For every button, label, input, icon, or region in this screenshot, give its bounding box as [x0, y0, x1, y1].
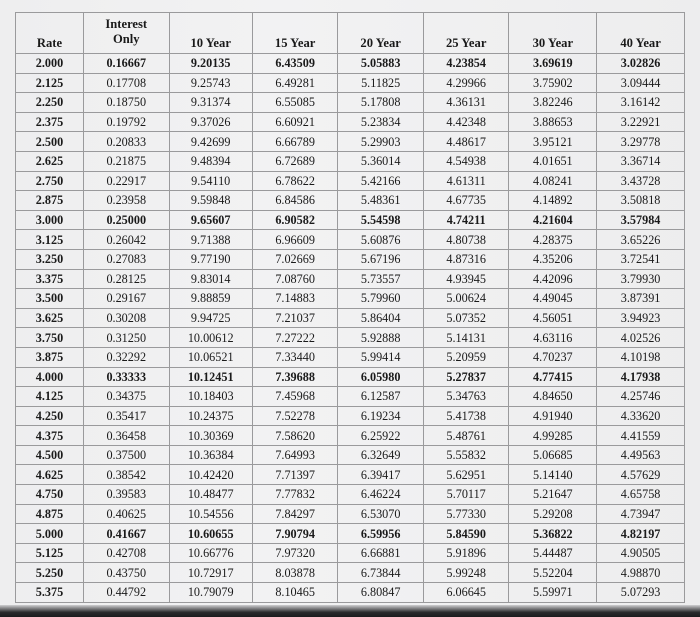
- cell-20-year: 6.46224: [338, 485, 424, 505]
- cell-30-year: 4.28375: [509, 230, 597, 250]
- cell-interest-only: 0.36458: [83, 426, 169, 446]
- cell-15-year: 6.78622: [252, 171, 338, 191]
- cell-25-year: 5.77330: [423, 504, 509, 524]
- cell-15-year: 7.64993: [252, 445, 338, 465]
- cell-15-year: 7.71397: [252, 465, 338, 485]
- cell-10-year: 10.06521: [169, 347, 252, 367]
- cell-10-year: 9.20135: [169, 54, 252, 74]
- table-row: [16, 445, 685, 465]
- cell-40-year: 4.25746: [597, 387, 685, 407]
- cell-rate: 4.750: [16, 485, 84, 505]
- cell-15-year: 7.77832: [252, 485, 338, 505]
- cell-30-year: 4.84650: [509, 387, 597, 407]
- cell-rate: 4.625: [16, 465, 84, 485]
- cell-15-year: 6.55085: [252, 93, 338, 113]
- cell-25-year: 4.42348: [423, 112, 509, 132]
- cell-20-year: 5.79960: [338, 289, 424, 309]
- table-row: [16, 132, 685, 152]
- cell-20-year: 5.17808: [338, 93, 424, 113]
- cell-15-year: 7.84297: [252, 504, 338, 524]
- table-row: [16, 524, 685, 544]
- cell-rate: 3.500: [16, 289, 84, 309]
- cell-interest-only: 0.32292: [83, 347, 169, 367]
- table-row: [16, 210, 685, 230]
- cell-40-year: 4.90505: [597, 543, 685, 563]
- cell-40-year: 3.94923: [597, 308, 685, 328]
- cell-20-year: 6.25922: [338, 426, 424, 446]
- cell-10-year: 10.30369: [169, 426, 252, 446]
- table-row: [16, 367, 685, 387]
- cell-20-year: 6.32649: [338, 445, 424, 465]
- cell-10-year: 9.37026: [169, 112, 252, 132]
- cell-interest-only: 0.31250: [83, 328, 169, 348]
- cell-30-year: 4.42096: [509, 269, 597, 289]
- table-row: [16, 93, 685, 113]
- cell-interest-only: 0.16667: [83, 54, 169, 74]
- cell-25-year: 6.06645: [423, 583, 509, 603]
- cell-25-year: 4.36131: [423, 93, 509, 113]
- cell-15-year: 7.14883: [252, 289, 338, 309]
- cell-15-year: 7.08760: [252, 269, 338, 289]
- header-rate: Rate: [16, 13, 84, 54]
- cell-rate: 3.000: [16, 210, 84, 230]
- cell-rate: 4.875: [16, 504, 84, 524]
- cell-15-year: 6.84586: [252, 191, 338, 211]
- cell-rate: 3.750: [16, 328, 84, 348]
- cell-25-year: 5.62951: [423, 465, 509, 485]
- cell-15-year: 6.72689: [252, 151, 338, 171]
- cell-10-year: 10.42420: [169, 465, 252, 485]
- cell-interest-only: 0.41667: [83, 524, 169, 544]
- cell-30-year: 4.63116: [509, 328, 597, 348]
- cell-30-year: 5.36822: [509, 524, 597, 544]
- table-row: [16, 191, 685, 211]
- cell-20-year: 6.19234: [338, 406, 424, 426]
- cell-interest-only: 0.27083: [83, 249, 169, 269]
- cell-15-year: 7.90794: [252, 524, 338, 544]
- cell-15-year: 7.33440: [252, 347, 338, 367]
- table-row: [16, 426, 685, 446]
- cell-30-year: 4.49045: [509, 289, 597, 309]
- cell-10-year: 10.12451: [169, 367, 252, 387]
- cell-20-year: 6.39417: [338, 465, 424, 485]
- cell-15-year: 8.03878: [252, 563, 338, 583]
- cell-rate: 4.500: [16, 445, 84, 465]
- table-row: [16, 112, 685, 132]
- cell-interest-only: 0.37500: [83, 445, 169, 465]
- cell-40-year: 4.17938: [597, 367, 685, 387]
- cell-25-year: 5.70117: [423, 485, 509, 505]
- table-row: [16, 171, 685, 191]
- cell-interest-only: 0.44792: [83, 583, 169, 603]
- cell-10-year: 9.54110: [169, 171, 252, 191]
- table-row: [16, 543, 685, 563]
- cell-30-year: 5.29208: [509, 504, 597, 524]
- cell-25-year: 4.54938: [423, 151, 509, 171]
- cell-15-year: 7.27222: [252, 328, 338, 348]
- cell-rate: 3.125: [16, 230, 84, 250]
- cell-40-year: 4.73947: [597, 504, 685, 524]
- cell-10-year: 10.60655: [169, 524, 252, 544]
- cell-10-year: 10.00612: [169, 328, 252, 348]
- cell-interest-only: 0.38542: [83, 465, 169, 485]
- cell-25-year: 5.99248: [423, 563, 509, 583]
- cell-25-year: 4.29966: [423, 73, 509, 93]
- table-row: [16, 504, 685, 524]
- table-row: [16, 387, 685, 407]
- cell-40-year: 4.65758: [597, 485, 685, 505]
- cell-interest-only: 0.29167: [83, 289, 169, 309]
- cell-30-year: 4.14892: [509, 191, 597, 211]
- cell-30-year: 4.77415: [509, 367, 597, 387]
- cell-30-year: 3.88653: [509, 112, 597, 132]
- cell-40-year: 4.82197: [597, 524, 685, 544]
- table-row: [16, 230, 685, 250]
- cell-interest-only: 0.18750: [83, 93, 169, 113]
- cell-10-year: 9.48394: [169, 151, 252, 171]
- cell-30-year: 4.91940: [509, 406, 597, 426]
- cell-15-year: 7.97320: [252, 543, 338, 563]
- table-header: [16, 13, 685, 54]
- table-row: [16, 583, 685, 603]
- cell-interest-only: 0.25000: [83, 210, 169, 230]
- cell-interest-only: 0.42708: [83, 543, 169, 563]
- cell-40-year: 3.50818: [597, 191, 685, 211]
- header-40-year: 40 Year: [597, 13, 685, 54]
- cell-20-year: 5.73557: [338, 269, 424, 289]
- cell-25-year: 4.80738: [423, 230, 509, 250]
- cell-20-year: 5.11825: [338, 73, 424, 93]
- cell-25-year: 5.55832: [423, 445, 509, 465]
- cell-rate: 2.875: [16, 191, 84, 211]
- cell-15-year: 7.58620: [252, 426, 338, 446]
- cell-20-year: 5.99414: [338, 347, 424, 367]
- cell-interest-only: 0.28125: [83, 269, 169, 289]
- cell-30-year: 4.99285: [509, 426, 597, 446]
- cell-30-year: 3.75902: [509, 73, 597, 93]
- cell-30-year: 5.14140: [509, 465, 597, 485]
- cell-10-year: 9.88859: [169, 289, 252, 309]
- cell-interest-only: 0.40625: [83, 504, 169, 524]
- cell-25-year: 4.48617: [423, 132, 509, 152]
- cell-interest-only: 0.17708: [83, 73, 169, 93]
- cell-30-year: 3.69619: [509, 54, 597, 74]
- cell-rate: 2.250: [16, 93, 84, 113]
- cell-40-year: 3.29778: [597, 132, 685, 152]
- cell-40-year: 4.98870: [597, 563, 685, 583]
- cell-25-year: 4.74211: [423, 210, 509, 230]
- cell-25-year: 5.91896: [423, 543, 509, 563]
- table-row: [16, 73, 685, 93]
- cell-10-year: 9.65607: [169, 210, 252, 230]
- cell-interest-only: 0.33333: [83, 367, 169, 387]
- cell-10-year: 10.54556: [169, 504, 252, 524]
- cell-15-year: 6.49281: [252, 73, 338, 93]
- cell-30-year: 4.08241: [509, 171, 597, 191]
- cell-30-year: 5.21647: [509, 485, 597, 505]
- cell-rate: 4.250: [16, 406, 84, 426]
- photo-bottom-edge: [0, 605, 700, 617]
- cell-30-year: 3.95121: [509, 132, 597, 152]
- cell-40-year: 4.02526: [597, 328, 685, 348]
- cell-rate: 3.375: [16, 269, 84, 289]
- cell-25-year: 5.48761: [423, 426, 509, 446]
- cell-25-year: 5.14131: [423, 328, 509, 348]
- cell-40-year: 3.79930: [597, 269, 685, 289]
- cell-20-year: 5.86404: [338, 308, 424, 328]
- cell-30-year: 5.59971: [509, 583, 597, 603]
- table-row: [16, 465, 685, 485]
- cell-10-year: 10.72917: [169, 563, 252, 583]
- table-row: [16, 485, 685, 505]
- cell-15-year: 7.52278: [252, 406, 338, 426]
- cell-25-year: 5.84590: [423, 524, 509, 544]
- cell-30-year: 5.44487: [509, 543, 597, 563]
- header-25-year: 25 Year: [423, 13, 509, 54]
- table-row: [16, 269, 685, 289]
- cell-40-year: 4.57629: [597, 465, 685, 485]
- cell-20-year: 6.66881: [338, 543, 424, 563]
- table-row: [16, 563, 685, 583]
- cell-interest-only: 0.34375: [83, 387, 169, 407]
- cell-interest-only: 0.30208: [83, 308, 169, 328]
- cell-25-year: 4.61311: [423, 171, 509, 191]
- cell-rate: 3.250: [16, 249, 84, 269]
- cell-15-year: 6.43509: [252, 54, 338, 74]
- cell-30-year: 5.06685: [509, 445, 597, 465]
- cell-10-year: 9.94725: [169, 308, 252, 328]
- cell-25-year: 4.87316: [423, 249, 509, 269]
- cell-30-year: 4.35206: [509, 249, 597, 269]
- cell-10-year: 10.66776: [169, 543, 252, 563]
- cell-rate: 2.750: [16, 171, 84, 191]
- cell-40-year: 4.33620: [597, 406, 685, 426]
- table-row: [16, 308, 685, 328]
- cell-25-year: 4.23854: [423, 54, 509, 74]
- cell-20-year: 5.48361: [338, 191, 424, 211]
- cell-rate: 2.125: [16, 73, 84, 93]
- cell-rate: 5.000: [16, 524, 84, 544]
- cell-10-year: 9.77190: [169, 249, 252, 269]
- cell-10-year: 9.59848: [169, 191, 252, 211]
- cell-rate: 3.625: [16, 308, 84, 328]
- cell-20-year: 6.53070: [338, 504, 424, 524]
- cell-25-year: 5.20959: [423, 347, 509, 367]
- cell-20-year: 5.36014: [338, 151, 424, 171]
- cell-30-year: 4.56051: [509, 308, 597, 328]
- cell-rate: 2.375: [16, 112, 84, 132]
- cell-20-year: 6.12587: [338, 387, 424, 407]
- cell-15-year: 6.90582: [252, 210, 338, 230]
- cell-30-year: 4.70237: [509, 347, 597, 367]
- cell-20-year: 6.59956: [338, 524, 424, 544]
- cell-rate: 2.000: [16, 54, 84, 74]
- cell-10-year: 9.31374: [169, 93, 252, 113]
- cell-40-year: 4.41559: [597, 426, 685, 446]
- cell-20-year: 6.05980: [338, 367, 424, 387]
- cell-40-year: 3.22921: [597, 112, 685, 132]
- cell-40-year: 3.57984: [597, 210, 685, 230]
- cell-10-year: 9.71388: [169, 230, 252, 250]
- cell-15-year: 7.39688: [252, 367, 338, 387]
- header-15-year: 15 Year: [252, 13, 338, 54]
- cell-rate: 5.375: [16, 583, 84, 603]
- cell-rate: 5.125: [16, 543, 84, 563]
- cell-10-year: 9.25743: [169, 73, 252, 93]
- cell-interest-only: 0.43750: [83, 563, 169, 583]
- cell-25-year: 5.41738: [423, 406, 509, 426]
- cell-25-year: 5.00624: [423, 289, 509, 309]
- cell-10-year: 9.83014: [169, 269, 252, 289]
- cell-40-year: 3.36714: [597, 151, 685, 171]
- table-row: [16, 151, 685, 171]
- cell-20-year: 5.23834: [338, 112, 424, 132]
- cell-rate: 2.500: [16, 132, 84, 152]
- table-row: [16, 54, 685, 74]
- cell-10-year: 10.36384: [169, 445, 252, 465]
- cell-10-year: 10.79079: [169, 583, 252, 603]
- cell-40-year: 4.49563: [597, 445, 685, 465]
- cell-30-year: 3.82246: [509, 93, 597, 113]
- cell-20-year: 5.92888: [338, 328, 424, 348]
- cell-20-year: 5.67196: [338, 249, 424, 269]
- cell-25-year: 5.27837: [423, 367, 509, 387]
- header-20-year: 20 Year: [338, 13, 424, 54]
- cell-15-year: 6.60921: [252, 112, 338, 132]
- cell-10-year: 10.48477: [169, 485, 252, 505]
- cell-15-year: 6.96609: [252, 230, 338, 250]
- cell-40-year: 3.02826: [597, 54, 685, 74]
- cell-10-year: 10.18403: [169, 387, 252, 407]
- cell-rate: 4.000: [16, 367, 84, 387]
- cell-15-year: 7.45968: [252, 387, 338, 407]
- cell-interest-only: 0.39583: [83, 485, 169, 505]
- cell-25-year: 5.07352: [423, 308, 509, 328]
- cell-interest-only: 0.26042: [83, 230, 169, 250]
- cell-15-year: 7.21037: [252, 308, 338, 328]
- cell-20-year: 5.42166: [338, 171, 424, 191]
- cell-interest-only: 0.21875: [83, 151, 169, 171]
- cell-15-year: 6.66789: [252, 132, 338, 152]
- cell-15-year: 7.02669: [252, 249, 338, 269]
- header-interest-only-line1: Interest: [105, 17, 148, 31]
- cell-20-year: 5.29903: [338, 132, 424, 152]
- cell-40-year: 5.07293: [597, 583, 685, 603]
- table-row: [16, 289, 685, 309]
- cell-30-year: 4.01651: [509, 151, 597, 171]
- table-body: [16, 54, 685, 603]
- header-interest-only-line2: Only: [112, 32, 140, 46]
- table-row: [16, 328, 685, 348]
- cell-rate: 4.375: [16, 426, 84, 446]
- cell-15-year: 8.10465: [252, 583, 338, 603]
- cell-rate: 2.625: [16, 151, 84, 171]
- cell-rate: 3.875: [16, 347, 84, 367]
- cell-40-year: 3.43728: [597, 171, 685, 191]
- cell-20-year: 5.05883: [338, 54, 424, 74]
- cell-20-year: 5.60876: [338, 230, 424, 250]
- cell-40-year: 3.87391: [597, 289, 685, 309]
- cell-interest-only: 0.20833: [83, 132, 169, 152]
- cell-rate: 5.250: [16, 563, 84, 583]
- cell-interest-only: 0.23958: [83, 191, 169, 211]
- amortization-factor-table: [15, 12, 685, 603]
- header-interest-only: [83, 13, 169, 54]
- header-10-year: 10 Year: [169, 13, 252, 54]
- cell-40-year: 3.72541: [597, 249, 685, 269]
- cell-interest-only: 0.19792: [83, 112, 169, 132]
- cell-interest-only: 0.22917: [83, 171, 169, 191]
- cell-40-year: 3.09444: [597, 73, 685, 93]
- table-row: [16, 406, 685, 426]
- cell-25-year: 5.34763: [423, 387, 509, 407]
- header-30-year: 30 Year: [509, 13, 597, 54]
- cell-40-year: 3.65226: [597, 230, 685, 250]
- cell-20-year: 6.80847: [338, 583, 424, 603]
- cell-40-year: 3.16142: [597, 93, 685, 113]
- header-row: [16, 13, 685, 54]
- cell-25-year: 4.93945: [423, 269, 509, 289]
- cell-20-year: 5.54598: [338, 210, 424, 230]
- table-row: [16, 347, 685, 367]
- table-row: [16, 249, 685, 269]
- cell-10-year: 10.24375: [169, 406, 252, 426]
- cell-40-year: 4.10198: [597, 347, 685, 367]
- cell-30-year: 5.52204: [509, 563, 597, 583]
- cell-30-year: 4.21604: [509, 210, 597, 230]
- cell-rate: 4.125: [16, 387, 84, 407]
- cell-interest-only: 0.35417: [83, 406, 169, 426]
- cell-25-year: 4.67735: [423, 191, 509, 211]
- cell-10-year: 9.42699: [169, 132, 252, 152]
- cell-20-year: 6.73844: [338, 563, 424, 583]
